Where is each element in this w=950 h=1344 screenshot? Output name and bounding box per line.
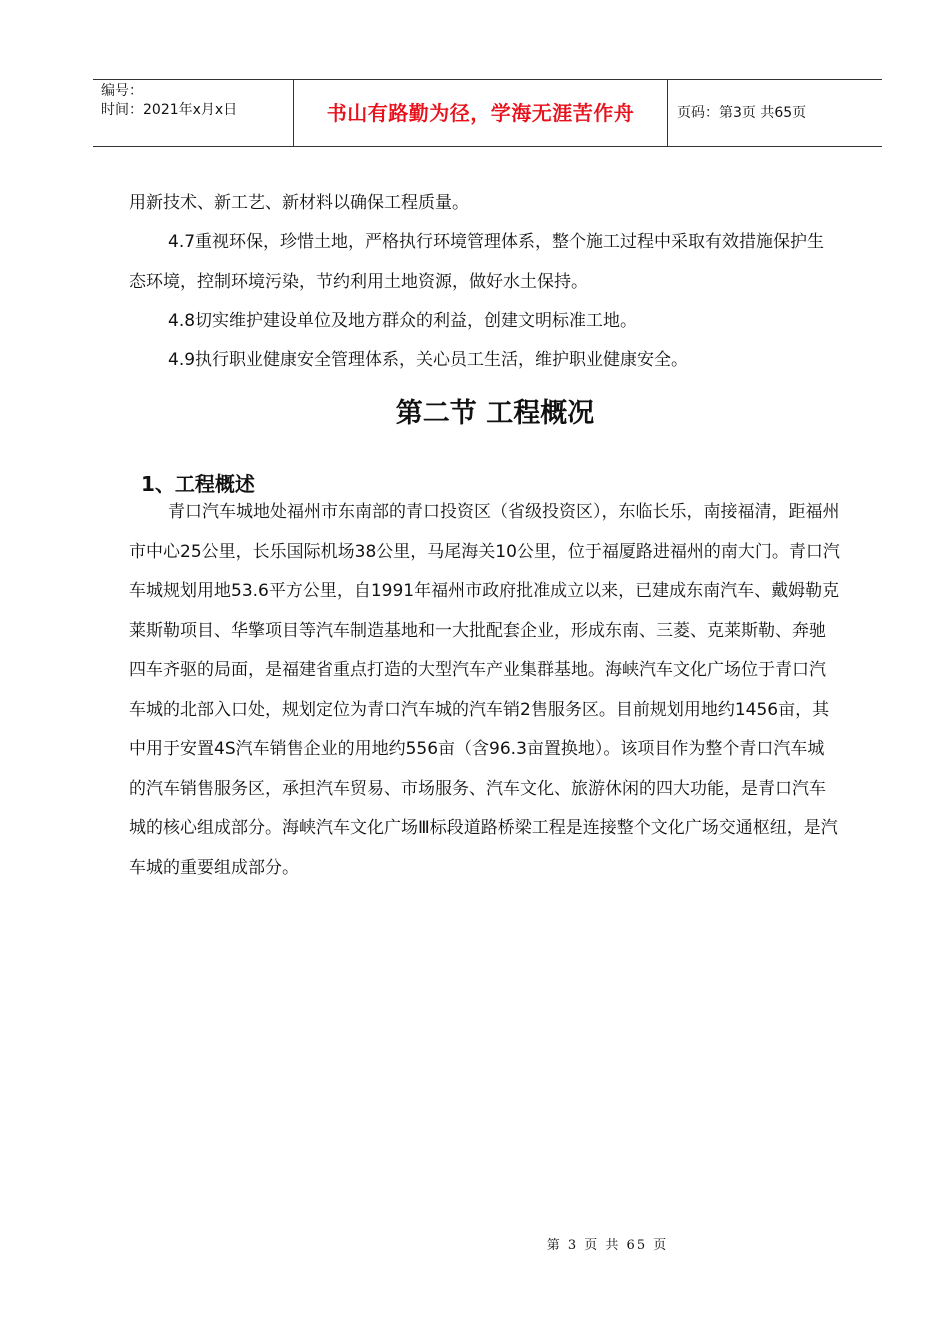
page-footer: 第 3 页 共 65 页 [546, 1238, 669, 1253]
paragraph-project-overview: 青口汽车城地处福州市东南部的青口投资区（省级投资区），东临长乐，南接福清，距福州市中心25公里，长乐国际机场38公里，马尾海关10公里，位于福厦路进福州的南大门。青口汽车城规划用地53.6平方公里，自1991年福州市政府批准成立以来，已建成东南汽车、戴姆勒克莱斯勒项目、华擎项目等汽车制造基地和一大批配套企业，形成东南、三菱、克莱斯勒、奔驰四车齐驱的局面，是福建省重点打造的大型汽车产业集群基地。海峡汽车文化广场位于青口汽车城的北部入口处，规划定位为青口汽车城的汽车销2售服务区。目前规划用地约1456亩，其中用于安置4S汽车销售企业的用地约556亩（含96.3亩置换地）。该项目作为整个青口汽车城的汽车销售服务区，承担汽车贸易、市场服务、汽车文化、旅游休闲的四大功能，是青口汽车城的核心组成部分。海峡汽车文化广场Ⅲ标段道路桥梁工程是连接整个文化广场交通枢纽，是汽车城的重要组成部分。 [129, 502, 840, 878]
page-header [93, 79, 882, 147]
paragraph-interests: 4.8切实维护建设单位及地方群众的利益，创建文明标准工地。 [168, 311, 638, 331]
document-time-label: 时间：2021年x月x日 [101, 102, 238, 118]
header-meta [93, 80, 294, 146]
subsection-title: 1、工程概述 [141, 472, 255, 496]
paragraph-quality: 用新技术、新工艺、新材料以确保工程质量。 [129, 193, 469, 213]
header-page-info: 页码：第3页 共65页 [677, 105, 807, 121]
paragraph-environment: 4.7重视环保，珍惜土地，严格执行环境管理体系，整个施工过程中采取有效措施保护生态环境，控制环境污染，节约利用土地资源，做好水土保持。 [129, 232, 825, 292]
header-motto: 书山有路勤为径，学海无涯苦作舟 [294, 80, 668, 146]
document-code-label: 编号： [101, 83, 143, 99]
section-title: 第二节 工程概况 [395, 398, 595, 429]
paragraph-health-safety: 4.9执行职业健康安全管理体系，关心员工生活，维护职业健康安全。 [168, 350, 689, 370]
